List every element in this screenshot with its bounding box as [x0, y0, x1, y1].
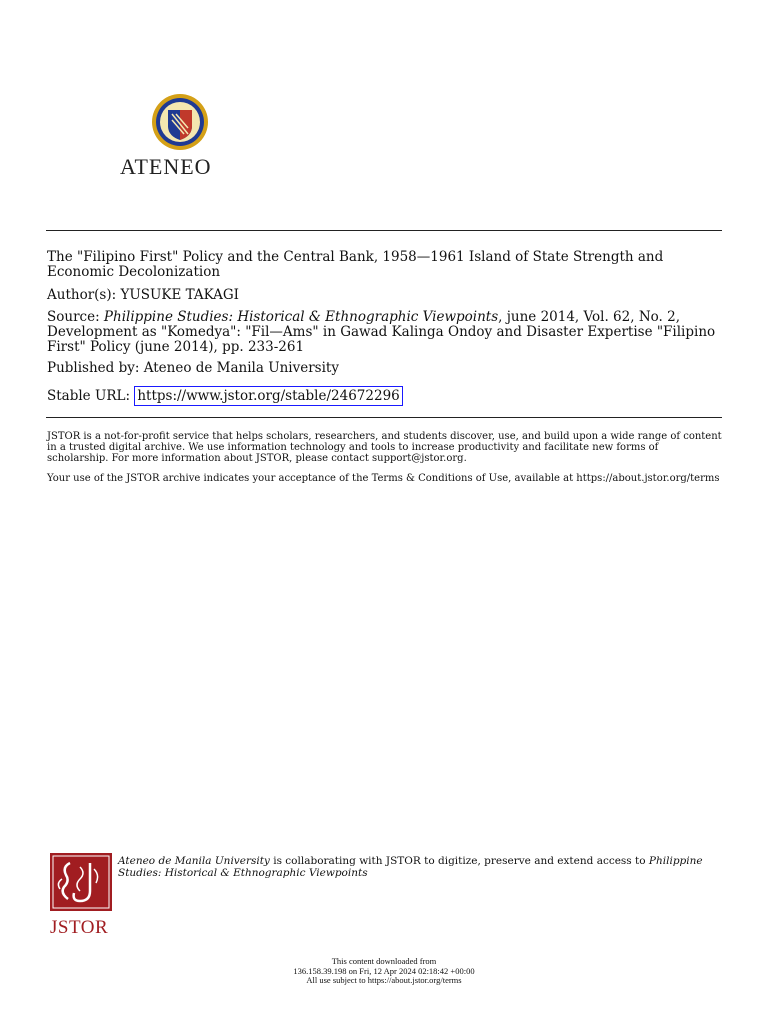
jstor-logo: [50, 853, 114, 939]
top-divider: [46, 230, 722, 231]
jstor-wordmark: JSTOR: [50, 917, 109, 938]
ateneo-seal-icon: [150, 92, 210, 152]
authors-value: YUSUKE TAKAGI: [120, 287, 240, 303]
collaboration-statement: [118, 855, 718, 879]
source-label: Source:: [47, 309, 100, 325]
publisher-value: Ateneo de Manila University: [143, 360, 339, 376]
jstor-notice-text: JSTOR is a not-for-profit service that helps scholars, researchers, and students discover, use, and build upon a wide range of content in a trusted digital archive. We use information technology and tools to increase productivity and facilitate new forms of scholarship. For more information about JSTOR, please contact support@jstor.org.: [47, 431, 722, 464]
jstor-notice: [47, 431, 723, 464]
source-details: , june 2014, Vol. 62, No. 2, Development as "Komedya": "Fil—Ams" in Gawad Kalinga Ondoy and Disaster Expertise "Filipino First" Policy (june 2014), pp. 233-261: [47, 309, 716, 355]
source-journal: Philippine Studies: Historical & Ethnographic Viewpoints: [103, 309, 499, 325]
published-label: Published by:: [47, 360, 140, 376]
article-title: [47, 250, 723, 280]
stable-url-link[interactable]: https://www.jstor.org/stable/24672296: [134, 386, 402, 406]
bottom-divider: [46, 417, 722, 418]
collab-journal: Philippine Studies: Historical & Ethnographic Viewpoints: [118, 855, 703, 879]
ateneo-logo: [120, 92, 240, 180]
collab-publisher: Ateneo de Manila University: [118, 855, 270, 867]
collab-text: is collaborating with JSTOR to digitize, preserve and extend access to: [269, 855, 649, 867]
stable-url-label: Stable URL:: [47, 388, 131, 404]
jstor-emblem-icon: [50, 853, 112, 911]
stable-url-line: [47, 389, 723, 404]
download-footer: [0, 957, 768, 986]
terms-notice: [47, 473, 723, 484]
footer-line-1: This content downloaded from: [331, 956, 437, 966]
authors-line: [47, 288, 723, 303]
footer-line-2: 136.158.39.198 on Fri, 12 Apr 2024 02:18:42 +00:00: [293, 965, 475, 976]
source-line: [47, 310, 723, 355]
ateneo-wordmark: ATENEO: [120, 154, 212, 179]
publisher-line: [47, 361, 723, 376]
footer-line-3: All use subject to https://about.jstor.org/terms: [306, 975, 462, 985]
terms-notice-text: Your use of the JSTOR archive indicates your acceptance of the Terms & Conditions of Use, available at https://about.jstor.org/terms: [47, 473, 720, 484]
article-title-text: The "Filipino First" Policy and the Central Bank, 1958—1961 Island of State Strength and Economic Decolonization: [47, 249, 664, 280]
authors-label: Author(s):: [47, 287, 117, 303]
